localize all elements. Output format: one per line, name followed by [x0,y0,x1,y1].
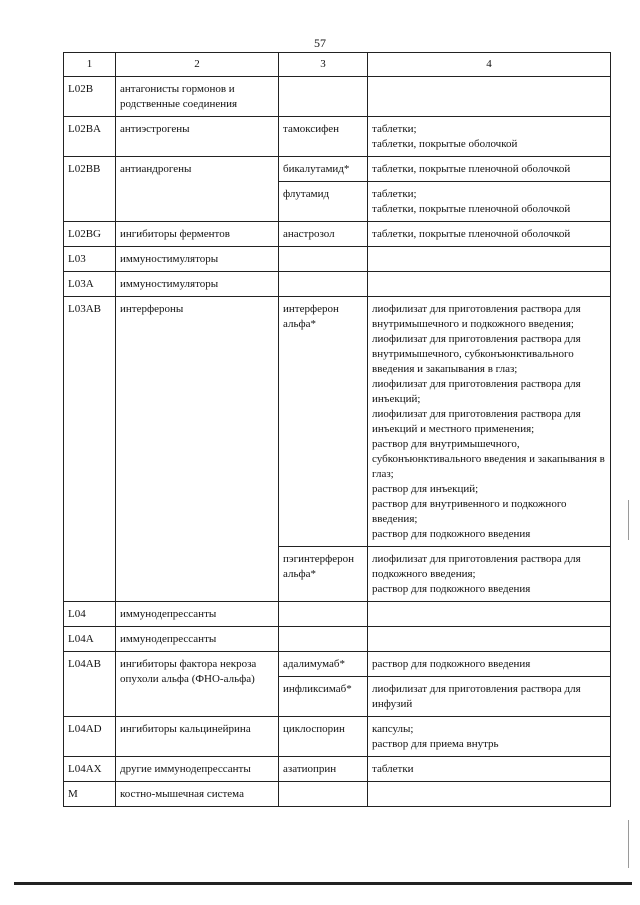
anatomical-group-cell: антиандрогены [116,157,279,222]
table-body [64,77,611,807]
table-row [64,272,611,297]
table-row [64,297,611,547]
dosage-form-line: раствор для подкожного введения [372,528,531,540]
dosage-form-line: таблетки, покрытые оболочкой [372,138,518,150]
drug-name-cell: тамоксифен [279,117,368,157]
table-row [64,117,611,157]
dosage-forms-cell [368,757,611,782]
dosage-form-line: таблетки, покрытые пленочной оболочкой [372,163,571,175]
dosage-form-line: раствор для инъекций; [372,483,479,495]
table-row [64,757,611,782]
dosage-forms-cell [368,652,611,677]
atc-code-cell: L02B [64,77,116,117]
table-row [64,157,611,182]
drug-name-cell: пэгинтерферон альфа* [279,547,368,602]
drug-name-cell: интерферон альфа* [279,297,368,547]
dosage-forms-cell [368,602,611,627]
atc-code-cell: L03A [64,272,116,297]
table-row [64,782,611,807]
dosage-form-line: капсулы; [372,723,414,735]
atc-code-cell: L02BB [64,157,116,222]
dosage-forms-cell [368,627,611,652]
dosage-form-line: лиофилизат для приготовления раствора для инъекций и местного применения; [372,408,581,435]
dosage-form-line: таблетки, покрытые пленочной оболочкой [372,228,571,240]
column-header-group: 2 [116,53,279,77]
table-header-row [64,53,611,77]
dosage-form-line: таблетки; [372,123,417,135]
anatomical-group-cell: ингибиторы ферментов [116,222,279,247]
dosage-form-line: раствор для внутривенного и подкожного введения; [372,498,567,525]
dosage-forms-cell [368,272,611,297]
dosage-form-line: лиофилизат для приготовления раствора для внутримышечного и подкожного введения; [372,303,581,330]
table-row [64,627,611,652]
dosage-form-line: раствор для подкожного введения [372,583,531,595]
dosage-form-line: таблетки; [372,188,417,200]
dosage-forms-cell [368,247,611,272]
table-row [64,222,611,247]
drug-name-cell: бикалутамид* [279,157,368,182]
drug-name-cell [279,602,368,627]
scan-mark [628,500,629,540]
drug-name-cell: флутамид [279,182,368,222]
column-header-drug: 3 [279,53,368,77]
table-row [64,602,611,627]
atc-code-cell: L04A [64,627,116,652]
dosage-forms-cell [368,157,611,182]
dosage-forms-cell [368,547,611,602]
scan-mark [628,820,629,868]
atc-code-cell: L02BG [64,222,116,247]
anatomical-group-cell: костно-мышечная система [116,782,279,807]
dosage-form-line: лиофилизат для приготовления раствора для внутримышечного, субконъюнктивального введения и закапывания в глаз; [372,333,581,375]
drug-name-cell [279,782,368,807]
bottom-rule [14,882,632,885]
dosage-forms-cell [368,77,611,117]
table-row [64,717,611,757]
dosage-form-line: лиофилизат для приготовления раствора для инфузий [372,683,581,710]
dosage-form-line: таблетки [372,763,414,775]
atc-code-cell: M [64,782,116,807]
table-row [64,652,611,677]
atc-code-cell: L04AD [64,717,116,757]
column-header-forms: 4 [368,53,611,77]
dosage-form-line: раствор для внутримышечного, субконъюнктивального введения и закапывания в глаз; [372,438,605,480]
column-header-code: 1 [64,53,116,77]
atc-code-cell: L02BA [64,117,116,157]
atc-code-cell: L04AX [64,757,116,782]
anatomical-group-cell: иммунодепрессанты [116,602,279,627]
dosage-forms-cell [368,297,611,547]
anatomical-group-cell: антагонисты гормонов и родственные соединения [116,77,279,117]
atc-code-cell: L04 [64,602,116,627]
anatomical-group-cell: ингибиторы фактора некроза опухоли альфа (ФНО-альфа) [116,652,279,717]
atc-code-cell: L04AB [64,652,116,717]
drug-name-cell: циклоспорин [279,717,368,757]
dosage-form-line: лиофилизат для приготовления раствора для подкожного введения; [372,553,581,580]
dosage-forms-cell [368,782,611,807]
table-row [64,247,611,272]
drug-name-cell: инфликсимаб* [279,677,368,717]
drug-name-cell [279,247,368,272]
drug-name-cell [279,627,368,652]
anatomical-group-cell: антиэстрогены [116,117,279,157]
anatomical-group-cell: иммунодепрессанты [116,627,279,652]
dosage-form-line: раствор для подкожного введения [372,658,531,670]
anatomical-group-cell: интерфероны [116,297,279,602]
anatomical-group-cell: иммуностимуляторы [116,272,279,297]
dosage-forms-cell [368,182,611,222]
dosage-forms-cell [368,117,611,157]
dosage-form-line: лиофилизат для приготовления раствора для инъекций; [372,378,581,405]
dosage-forms-cell [368,222,611,247]
dosage-form-line: раствор для приема внутрь [372,738,499,750]
dosage-forms-cell [368,677,611,717]
drug-name-cell: азатиоприн [279,757,368,782]
atc-code-cell: L03 [64,247,116,272]
atc-code-cell: L03AB [64,297,116,602]
dosage-form-line: таблетки, покрытые пленочной оболочкой [372,203,571,215]
drug-name-cell [279,77,368,117]
dosage-forms-cell [368,717,611,757]
page-number: 57 [314,36,326,50]
anatomical-group-cell: другие иммунодепрессанты [116,757,279,782]
table-row [64,77,611,117]
drug-name-cell: анастрозол [279,222,368,247]
anatomical-group-cell: иммуностимуляторы [116,247,279,272]
anatomical-group-cell: ингибиторы кальцинейрина [116,717,279,757]
drug-list-table [63,52,611,807]
drug-name-cell: адалимумаб* [279,652,368,677]
drug-name-cell [279,272,368,297]
